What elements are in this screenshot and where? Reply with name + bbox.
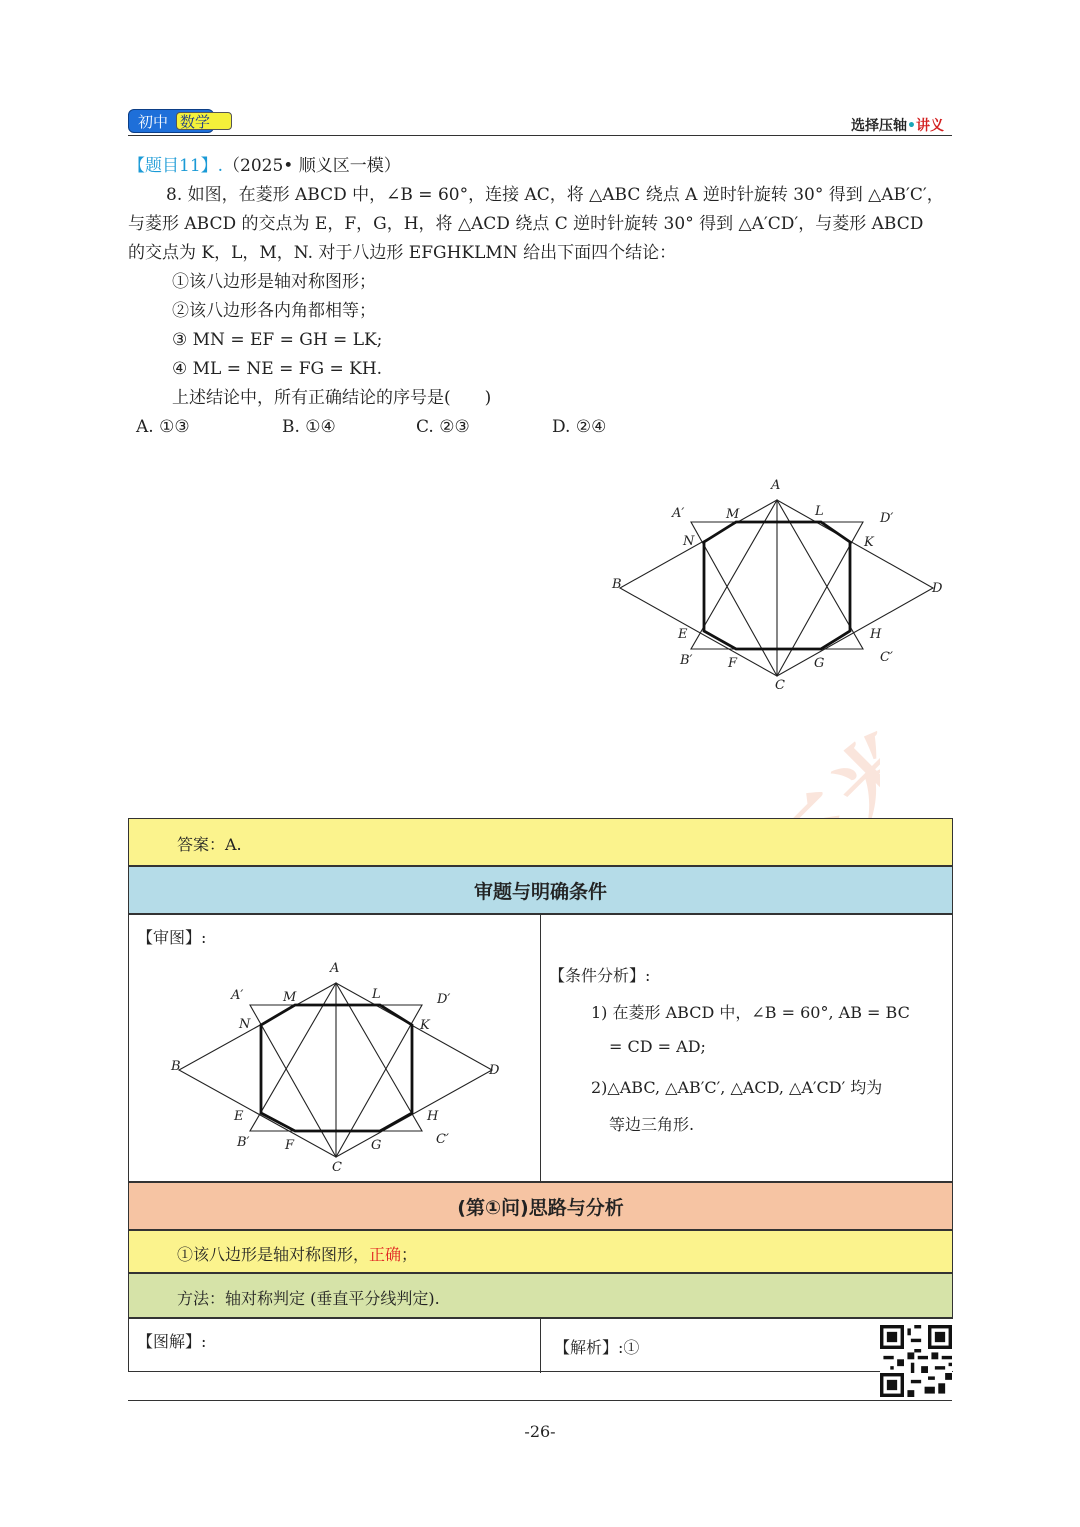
statement-2: ②该八边形各内角都相等；: [172, 301, 376, 321]
condition-1a: 1) 在菱形 ABCD 中，∠B = 60°, AB = BC: [591, 1003, 910, 1022]
subject-badge: [128, 109, 232, 133]
label-e: E: [678, 627, 688, 642]
badge-left-label: 初中: [138, 113, 169, 131]
header-divider: [128, 135, 952, 136]
answer-text: 答案：A.: [177, 835, 242, 854]
diagram-label: 【图解】:: [137, 1332, 207, 1351]
option-b: B. ①④: [282, 417, 336, 437]
condition-1b: = CD = AD;: [609, 1037, 706, 1056]
review-label-d: D: [489, 1063, 500, 1078]
geometry-figure: [600, 470, 960, 700]
problem-tag: 【题目11】.: [128, 156, 224, 176]
label-g: G: [814, 656, 825, 671]
problem-line-2: 与菱形 ABCD 的交点为 E，F，G，H，将 △ACD 绕点 C 逆时针旋转 30° 得到 △A′CD′，与菱形 ABCD: [128, 214, 924, 234]
option-c: C. ②③: [416, 417, 470, 437]
review-label-m: M: [283, 990, 297, 1005]
review-label-d-prime: D′: [437, 992, 451, 1007]
label-c: C: [775, 678, 785, 693]
section-review-header: [128, 866, 953, 914]
section-analysis-title: (第①问)思路与分析: [457, 1196, 624, 1219]
statement-3: ③ MN = EF = GH = LK;: [172, 330, 383, 350]
review-row: [128, 914, 953, 1182]
label-a-prime: A′: [672, 506, 685, 521]
review-label-h: H: [427, 1109, 439, 1124]
review-label-b: B: [171, 1059, 181, 1074]
conclusion-text: [177, 1242, 417, 1265]
statement-4: ④ ML = NE = FG = KH.: [172, 359, 383, 379]
review-label-f: F: [285, 1138, 295, 1153]
diagram-divider: [540, 1319, 541, 1373]
review-label-a-prime: A′: [231, 988, 244, 1003]
problem-line-1: 8. 如图，在菱形 ABCD 中，∠B = 60°，连接 AC，将 △ABC 绕点 A 逆时针旋转 30° 得到 △AB′C′，: [166, 185, 944, 205]
label-k: K: [864, 535, 874, 550]
footer-divider: [128, 1400, 952, 1401]
review-label-n: N: [239, 1017, 251, 1032]
method-text: 方法：轴对称判定 (垂直平分线判定).: [177, 1289, 440, 1308]
section-review-title: 审题与明确条件: [473, 880, 607, 903]
diagram-row: [128, 1318, 953, 1372]
method-row: [128, 1273, 953, 1318]
label-c-prime: C′: [880, 650, 893, 665]
review-label-b-prime: B′: [237, 1135, 250, 1150]
review-figure: [159, 953, 539, 1178]
statement-1: ①该八边形是轴对称图形；: [172, 272, 376, 292]
label-m: M: [726, 507, 740, 522]
problem-source: （2025• 顺义区一模）: [223, 156, 401, 176]
condition-2b: 等边三角形.: [609, 1115, 695, 1134]
header-title-text: 选择压轴: [851, 118, 908, 134]
review-label-g: G: [371, 1138, 382, 1153]
option-d: D. ②④: [552, 417, 607, 437]
label-b: B: [612, 577, 622, 592]
label-d-prime: D′: [880, 511, 894, 526]
review-label-c-prime: C′: [436, 1132, 449, 1147]
label-l: L: [815, 504, 824, 519]
conclusion-row: [128, 1230, 953, 1273]
review-label-e: E: [234, 1109, 244, 1124]
section-analysis-header: [128, 1182, 953, 1230]
problem-heading: [128, 152, 401, 181]
page-number: -26-: [524, 1422, 556, 1441]
answer-row: [128, 818, 953, 866]
conclusion-suffix: ；: [401, 1245, 418, 1264]
conclusion-correct: 正确: [369, 1245, 402, 1264]
label-f: F: [728, 656, 738, 671]
label-a: A: [771, 478, 781, 493]
header-dot: •: [907, 118, 916, 134]
review-divider: [540, 915, 541, 1183]
qr-code[interactable]: [880, 1325, 952, 1397]
label-b-prime: B′: [680, 653, 693, 668]
label-n: N: [683, 534, 695, 549]
condition-label: 【条件分析】:: [549, 966, 651, 985]
label-h: H: [870, 627, 882, 642]
option-a: A. ①③: [136, 417, 190, 437]
conclusion-prefix: ①该八边形是轴对称图形，: [177, 1245, 370, 1264]
header-title: [851, 115, 944, 135]
review-label: 【审图】:: [137, 928, 207, 947]
review-label-a: A: [330, 961, 340, 976]
review-label-k: K: [420, 1018, 430, 1033]
review-label-l: L: [372, 987, 381, 1002]
badge-right-label: 数学: [180, 113, 211, 131]
analysis-label: 【解析】:①: [554, 1338, 640, 1357]
question-line: 上述结论中，所有正确结论的序号是( ): [172, 388, 492, 408]
label-d: D: [932, 581, 943, 596]
review-label-c: C: [332, 1160, 342, 1175]
problem-line-3: 的交点为 K，L，M，N. 对于八边形 EFGHKLMN 给出下面四个结论：: [128, 243, 677, 263]
condition-2a: 2)△ABC, △AB′C′, △ACD, △A′CD′ 均为: [591, 1078, 883, 1097]
header-tag: 讲义: [916, 118, 944, 134]
